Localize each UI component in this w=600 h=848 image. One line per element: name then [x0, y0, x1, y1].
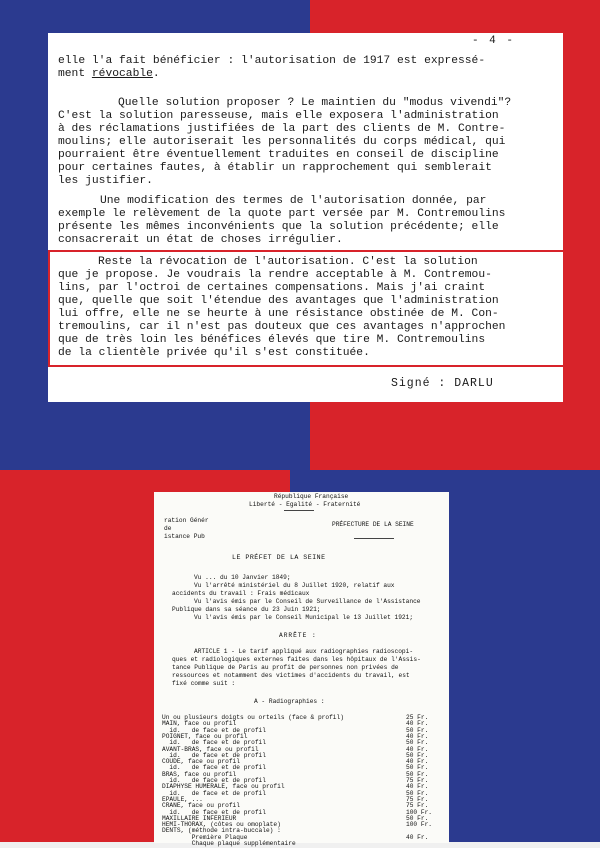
tariff-row-label: id. de face et de profil: [162, 751, 266, 759]
vu-line: Vu l'avis émis par le Conseil Municipal le 13 Juillet 1921;: [194, 614, 414, 621]
tariff-row-price: 50 Fr.: [406, 814, 429, 822]
tariff-row-label: id. de face et de profil: [162, 789, 266, 797]
text-line: Une modification des termes de l'autorisation donnée, par: [100, 195, 487, 207]
article-line: fixé comme suit :: [172, 680, 236, 687]
tariff-row-price: 50 Fr.: [406, 726, 429, 734]
tariff-row-label: id. de face et de profil: [162, 764, 266, 772]
text-line: C'est la solution paresseuse, mais elle exposera l'administration: [58, 110, 499, 122]
vu-line: Vu l'arrêté ministériel du 8 Juillet 1920, relatif aux: [194, 582, 395, 589]
tariff-row-label: Un ou plusieurs doigts ou orteils (face & profil): [162, 714, 344, 721]
tariff-row-price: 100 Fr.: [406, 808, 432, 816]
text-line: Reste la révocation de l'autorisation. C'est la solution: [98, 256, 478, 268]
text-line: Quelle solution proposer ? Le maintien du "modus vivendi"?: [118, 97, 512, 109]
tariff-row-price: 40 Fr.: [406, 783, 429, 791]
header-line: Liberté - Egalité - Fraternité: [249, 501, 361, 508]
vu-line: Publique dans sa séance du 23 Juin 1921;: [172, 606, 321, 613]
article-line: ques et radiologiques externes faites dans les hôpitaux de l'Assis-: [172, 656, 421, 663]
section-heading: A - Radiographies :: [254, 698, 325, 705]
text-line: elle l'a fait bénéficier : l'autorisation de 1917 est expressé-: [58, 55, 486, 67]
text-line: exemple le relèvement de la quote part versée par M. Contremoulins: [58, 208, 506, 220]
tariff-row-label: id. de face et de profil: [162, 777, 266, 784]
tariff-row-label: MAXILLAIRE INFERIEUR: [162, 814, 237, 822]
divider: [284, 510, 314, 511]
tariff-row-price: 75 Fr.: [406, 795, 429, 803]
tariff-row-label: DENTS, (méthode intra-buccale) :: [162, 827, 281, 835]
tariff-row-price: 40 Fr.: [406, 833, 429, 841]
tariff-row-price: 40 Fr.: [406, 720, 429, 728]
divider: [354, 538, 394, 539]
tariff-row-price: 50 Fr.: [406, 751, 429, 759]
tariff-row-price: 25 Fr.: [406, 714, 429, 721]
text-line: que de très loin les bénéfices élevés que tire M. Contremoulins: [58, 334, 486, 346]
tariff-row-label: Première Plaque: [162, 833, 248, 841]
text-line: pour certaines fautes, à établir un rapprochement qui semblerait: [58, 162, 492, 174]
tariff-row-label: HEMI-THORAX, (côtes ou omoplate): [162, 821, 281, 829]
tariff-row-label: id. de face et de profil: [162, 808, 266, 816]
tariff-row-label: id. de face et de profil: [162, 726, 266, 734]
stamp-line: ration Génér: [164, 517, 209, 524]
arrete-heading: ARRÊTE :: [279, 632, 317, 639]
page-number: - 4 -: [471, 35, 515, 47]
prefecture-heading: PRÉFECTURE DE LA SEINE: [332, 521, 414, 528]
tariff-row-label: POIGNET, face ou profil: [162, 732, 248, 740]
text-line: lins, par l'octroi de certaines compensations. Mais j'ai craint: [58, 282, 486, 294]
tariff-row-label: EPAULE, ...: [162, 795, 203, 803]
tariff-row-label: AVANT-BRAS, face ou profil: [162, 745, 259, 753]
signature: Signé : DARLU: [391, 377, 494, 390]
tariff-row-label: MAIN, face ou profil: [162, 720, 237, 728]
text-line: lui offre, elle ne se heurte à une résistance obstinée de M. Con-: [58, 308, 499, 320]
vu-line: Vu l'avis émis par le Conseil de Surveillance de l'Assistance: [194, 598, 421, 605]
text-line: consacrerait un état de choses irrégulier.: [58, 234, 343, 246]
tariff-row-price: 50 Fr.: [406, 739, 429, 747]
highlight-box: [48, 250, 565, 367]
text-line: ment révocable.: [58, 68, 160, 80]
document-page-top: [48, 33, 563, 402]
text-line: présente les mêmes inconvénients que la solution précédente; elle: [58, 221, 499, 233]
stamp-line: istance Pub: [164, 533, 205, 540]
tariff-row-label: BRAS, face ou profil: [162, 770, 237, 778]
tariff-row-price: 75 Fr.: [406, 802, 429, 810]
article-line: ARTICLE 1 - Le tarif appliqué aux radiographies radioscopi-: [194, 648, 414, 655]
article-line: ressources et notamment des victimes d'accidents du travail, est: [172, 672, 410, 679]
tariff-row-price: 75 Fr.: [406, 777, 429, 784]
tariff-row-price: 40 Fr.: [406, 758, 429, 766]
tariff-row-price: 40 Fr.: [406, 732, 429, 740]
text-line: pourraient être éventuellement traduites en conseil de discipline: [58, 149, 499, 161]
text-line: les justifier.: [58, 175, 153, 187]
tariff-row-price: 50 Fr.: [406, 764, 429, 772]
tariff-row-price: 50 Fr.: [406, 770, 429, 778]
text-line: tremoulins, car il n'est pas douteux que ces avantages n'approchen: [58, 321, 506, 333]
tariff-row-price: 50 Fr.: [406, 789, 429, 797]
article-line: tance Publique de Paris au profit de personnes non privées de: [172, 664, 399, 671]
header-line: République Française: [274, 493, 349, 500]
tariff-row-price: 100 Fr.: [406, 821, 432, 829]
tariff-row-label: CRANE, face ou profil: [162, 802, 240, 810]
tariff-row-label: DIAPHYSE HUMERALE, face ou profil: [162, 783, 285, 791]
text-line: à des réclamations justifiées de la part des clients de M. Contre-: [58, 123, 506, 135]
document-page-bottom: [154, 492, 449, 847]
text-line: de la clientèle privée qu'il s'est constituée.: [58, 347, 370, 359]
text-line: moulins; elle autoriserait les personnalités du corps médical, qui: [58, 136, 506, 148]
tariff-row-label: id. de face et de profil: [162, 739, 266, 747]
tariff-row-price: 40 Fr.: [406, 745, 429, 753]
text-line: que, quelle que soit l'étendue des avantages que l'administration: [58, 295, 499, 307]
text-line: que je propose. Je voudrais la rendre acceptable à M. Contremou-: [58, 269, 492, 281]
tariff-row-label: COUDE, face ou profil: [162, 758, 240, 766]
tariff-row-label: Chaque plaque supplémentaire: [162, 840, 296, 847]
stamp-line: de: [164, 525, 172, 532]
vu-line: Vu ... du 10 Janvier 1849;: [194, 574, 291, 581]
vu-line: accidents du travail : Frais médicaux: [172, 590, 310, 597]
document-title: LE PRÉFET DE LA SEINE: [232, 554, 326, 561]
